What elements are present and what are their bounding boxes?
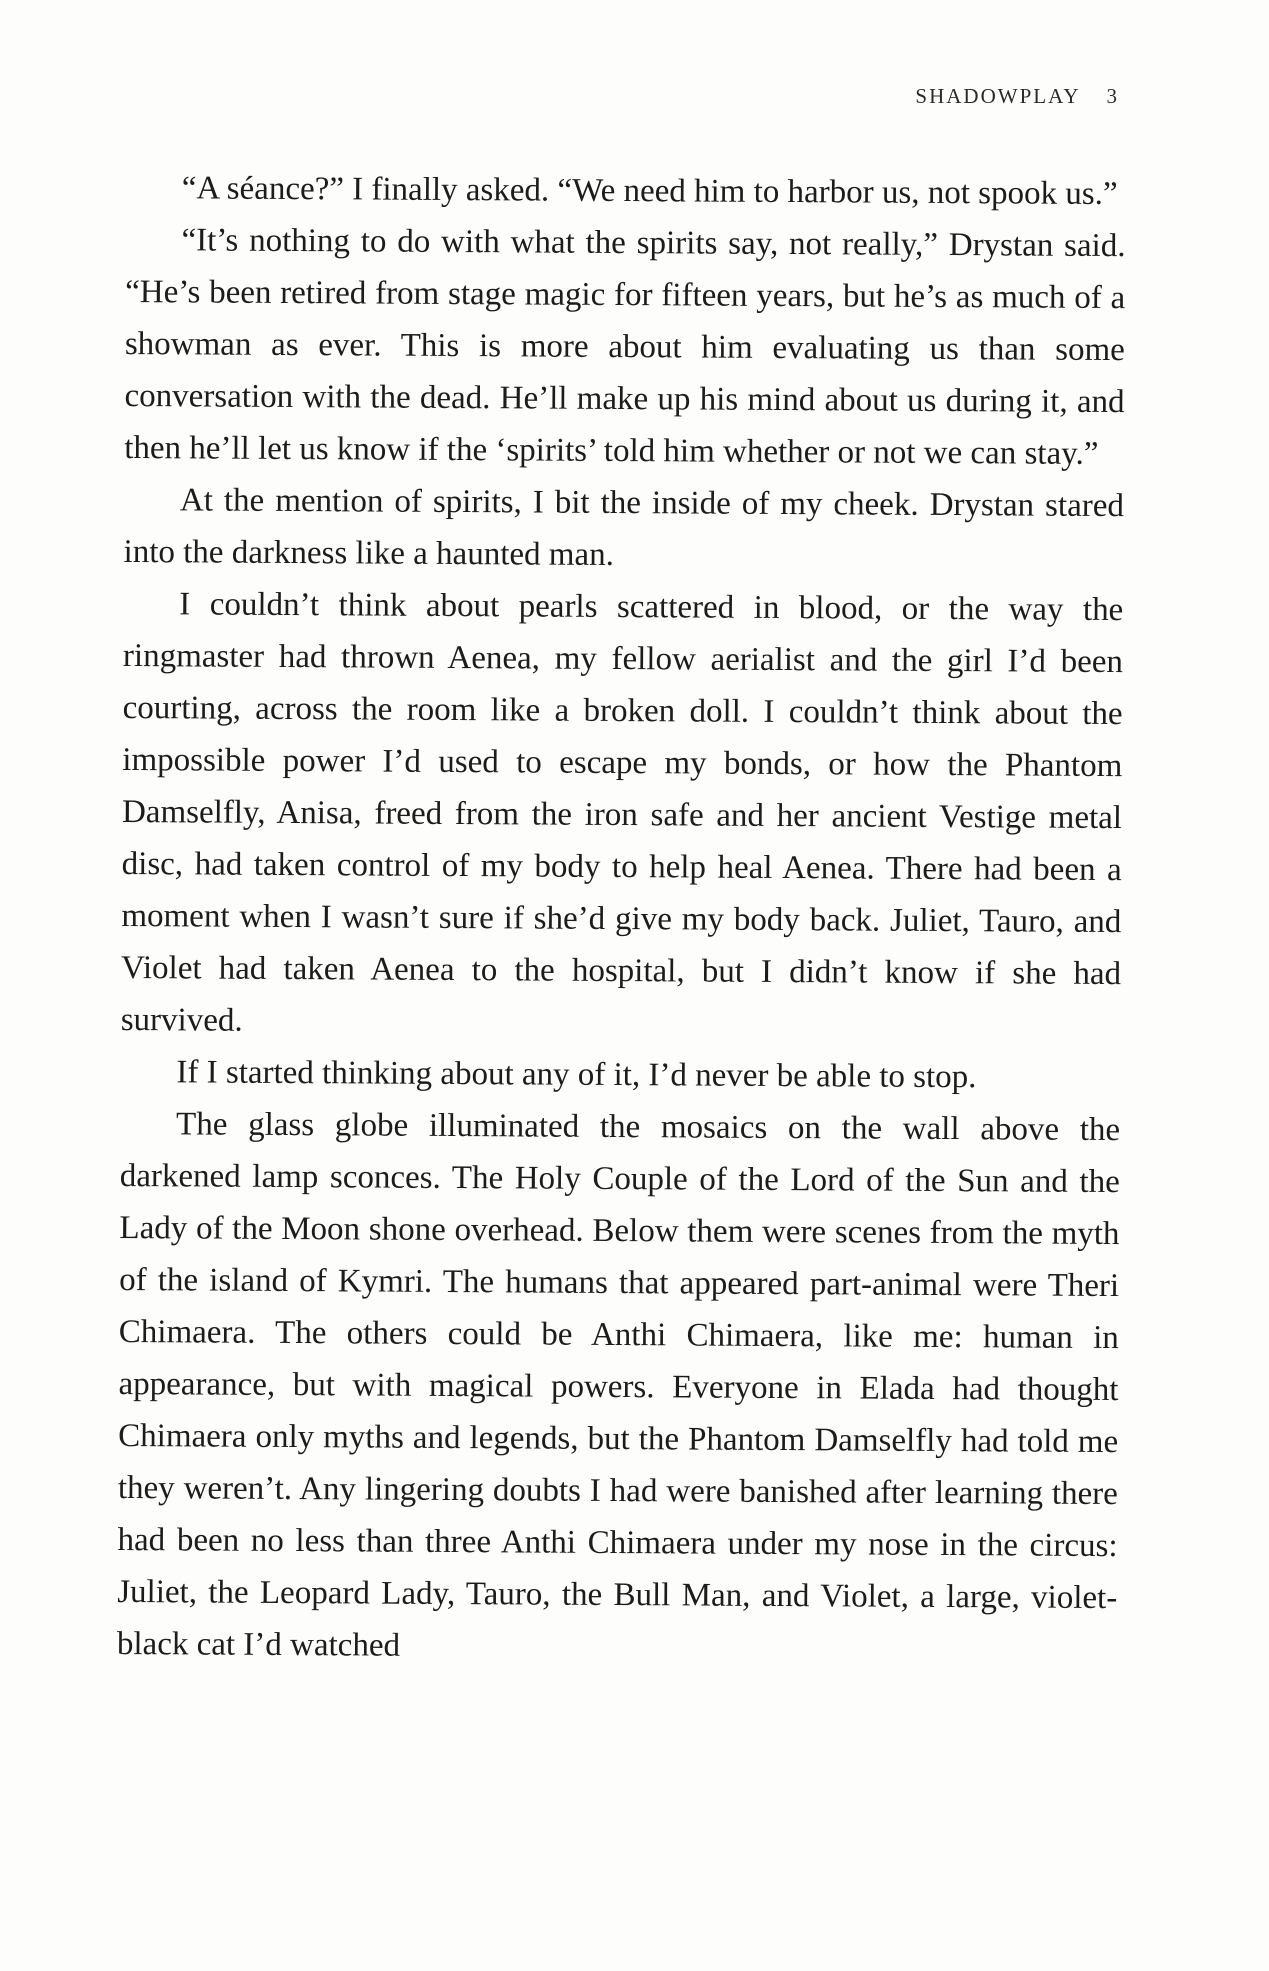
paragraph: “It’s nothing to do with what the spirits say, not really,” Drystan said. “He’s been retired from stage magic for fifteen years, but he’s as much of a showman as ever. This is more about him evaluating us than some conversation with the dead. He’ll make up his mind about us during it, and then he’ll let us know if the ‘spirits’ told him whether or not we can stay.”	[124, 222, 1126, 472]
paragraph: At the mention of spirits, I bit the inside of my cheek. Drystan stared into the darkness like a haunted man.	[123, 482, 1125, 573]
paragraph: If I started thinking about any of it, I’d never be able to stop.	[176, 1054, 977, 1096]
page-number: 3	[1106, 84, 1119, 108]
paragraph: “A séance?” I finally asked. “We need him to harbor us, not spook us.”	[181, 170, 1118, 213]
paragraph: The glass globe illuminated the mosaics on the wall above the darkened lamp sconces. The Holy Couple of the Lord of the Sun and the Lady of the Moon shone overhead. Below them were scenes from the myth of the island of Kymri. The humans that appeared part-animal were Theri Chimaera. The others could be Anthi Chimaera, like me: human in appearance, but with magical powers. Everyone in Elada had thought Chimaera only myths and legends, but the Phantom Damselfly had told me they weren’t. Any lingering doubts I had were banished after learning there had been no less than three Anthi Chimaera under my nose in the circus: Juliet, the Leopard Lady, Tauro, the Bull Man, and Violet, a large, violet-black cat I’d watched	[116, 1106, 1121, 1664]
paragraph: I couldn’t think about pearls scattered in blood, or the way the ringmaster had thrown Aenea, my fellow aerialist and the girl I’d been courting, across the room like a broken doll. I couldn’t think about the impossible power I’d used to escape my bonds, or how the Phantom Damselfly, Anisa, freed from the iron safe and her ancient Vestige metal disc, had taken control of my body to help heal Aenea. There had been a moment when I wasn’t sure if she’d give my body back. Juliet, Tauro, and Violet had taken Aenea to the hospital, but I didn’t know if she had survived.	[120, 586, 1124, 1039]
running-head	[915, 84, 1119, 109]
running-title: SHADOWPLAY	[915, 84, 1081, 108]
body-text	[117, 162, 1126, 1676]
